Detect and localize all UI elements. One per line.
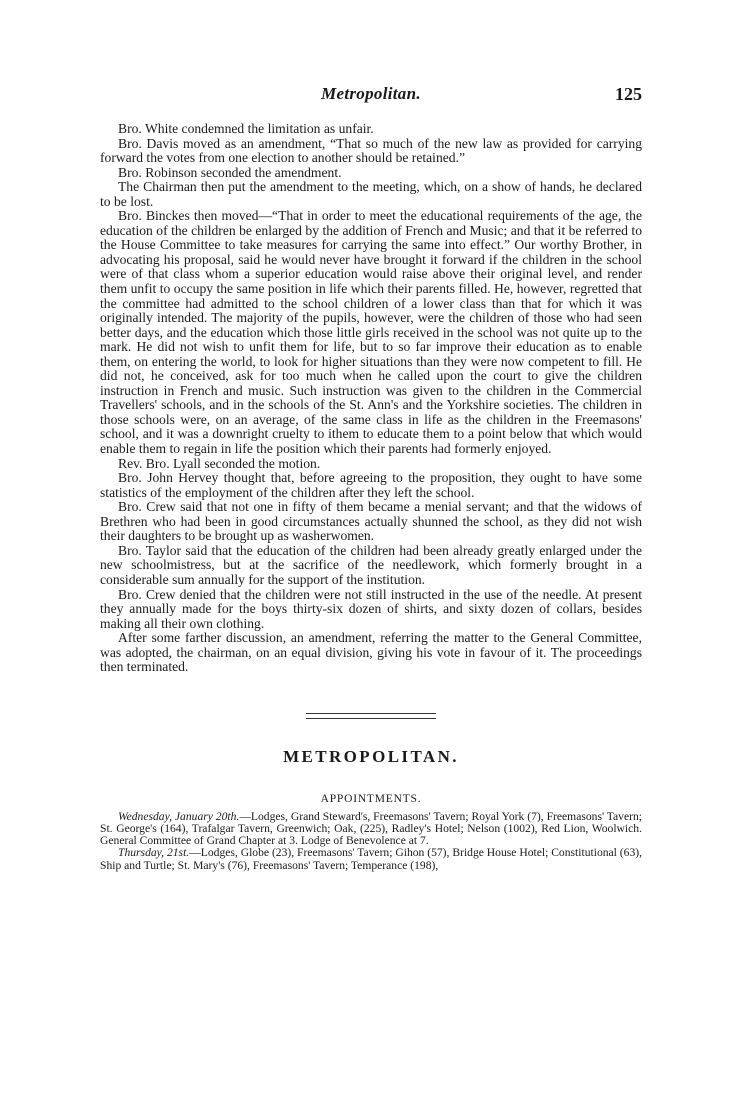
paragraph: Bro. Crew said that not one in fifty of them became a menial servant; and that the widows of Brethren who had been in good circumstances actually shunned the school, as they did not wish their daughters to be brought up as washerwomen.	[100, 499, 642, 544]
paragraph: Bro. Davis moved as an amendment, “That so much of the new law as provided for carrying forward the votes from one election to another should be retained.”	[100, 135, 642, 166]
paragraph: After some farther discussion, an amendment, referring the matter to the General Committee, was adopted, the chairman, on an equal division, giving his vote in favour of it. The proceedings then terminated.	[100, 630, 642, 675]
paragraph: Bro. John Hervey thought that, before agreeing to the proposition, they ought to have some statistics of the employment of the children after they left the school.	[100, 470, 642, 500]
appointment-text: —Lodges, Globe (23), Freemasons' Tavern; Gihon (57), Bridge House Hotel; Constitutional (63), Ship and Turtle; St. Mary's (76), Freemasons' Tavern; Temperance (198),	[100, 846, 643, 872]
paragraph: Bro. White condemned the limitation as unfair.	[118, 121, 374, 136]
paragraph: Bro. Binckes then moved—“That in order to meet the educational requirements of the age, the education of the children be enlarged by the addition of French and Music; and that it be referred to the House Committee to take measures for carrying the same into effect.” Our worthy Brother, in advocating his proposal, said he would never have brought it forward if the children in the school were of that class whom a superior education would raise above their original level, and render them unfit to occupy the same position in life which their parents filled. He, however, regretted that the committee had admitted to the school children of a lower class than that for which it was originally intended. The majority of the pupils, however, were the children of those who had seen better days, and the education which those little girls received in the school was not quite up to the mark. He did not wish to unfit them for life, but to so far improve their education as to enable them, on entering the world, to look for higher situations than they were now competent to fill. He did not, he conceived, ask for too much when he called upon the court to give the children instruction in French and music. Such instruction was given to the children in the Commercial Travellers' schools, and in the schools of the St. Ann's and the Yorkshire societies. The children in those schools were, on an average, of the same class in life as the children in the Freemasons' school, and it was a downright cruelty to ithem to educate them to a point below that which would enable them to regain in life the position which their parents had formerly enjoyed.	[100, 208, 642, 457]
appointment-entry	[100, 847, 642, 871]
paragraph: Rev. Bro. Lyall seconded the motion.	[118, 455, 321, 471]
paragraph: Bro. Taylor said that the education of the children had been already greatly enlarged under the new schoolmistress, but at the sacrifice of the needlework, which formerly brought in a considerable sum annually for the support of the institution.	[100, 542, 642, 587]
paragraph: Bro. Robinson seconded the amendment.	[118, 164, 342, 180]
appointment-entry	[100, 811, 642, 848]
appointments-list	[100, 811, 642, 872]
paragraph: The Chairman then put the amendment to the meeting, which, on a show of hands, he declared to be lost.	[100, 179, 642, 209]
article-body	[100, 122, 642, 675]
paragraph: Bro. Crew denied that the children were not still instructed in the use of the needle. At present they annually made for the boys thirty-six dozen of shirts, and sixty dozen of collars, besides making all their own clothing.	[100, 586, 642, 631]
subsection-title: APPOINTMENTS.	[320, 792, 422, 805]
section-divider	[306, 713, 436, 719]
journal-page	[100, 84, 642, 872]
section-title: METROPOLITAN.	[283, 746, 459, 766]
running-head	[100, 84, 642, 110]
running-title: Metropolitan.	[321, 84, 421, 103]
appointment-day: Thursday, 21st.	[118, 846, 190, 860]
page-number: 125	[615, 84, 642, 104]
appointment-text: —Lodges, Grand Steward's, Freemasons' Tavern; Royal York (7), Freemasons' Tavern; St. George's (164), Trafalgar Tavern, Greenwich; Oak, (225), Radley's Hotel; Nelson (1002), Red Lion, Woolwich. General Committee of Grand Chapter at 3. Lodge of Benevolence at 7.	[100, 809, 642, 848]
appointment-day: Wednesday, January 20th.	[118, 809, 240, 823]
